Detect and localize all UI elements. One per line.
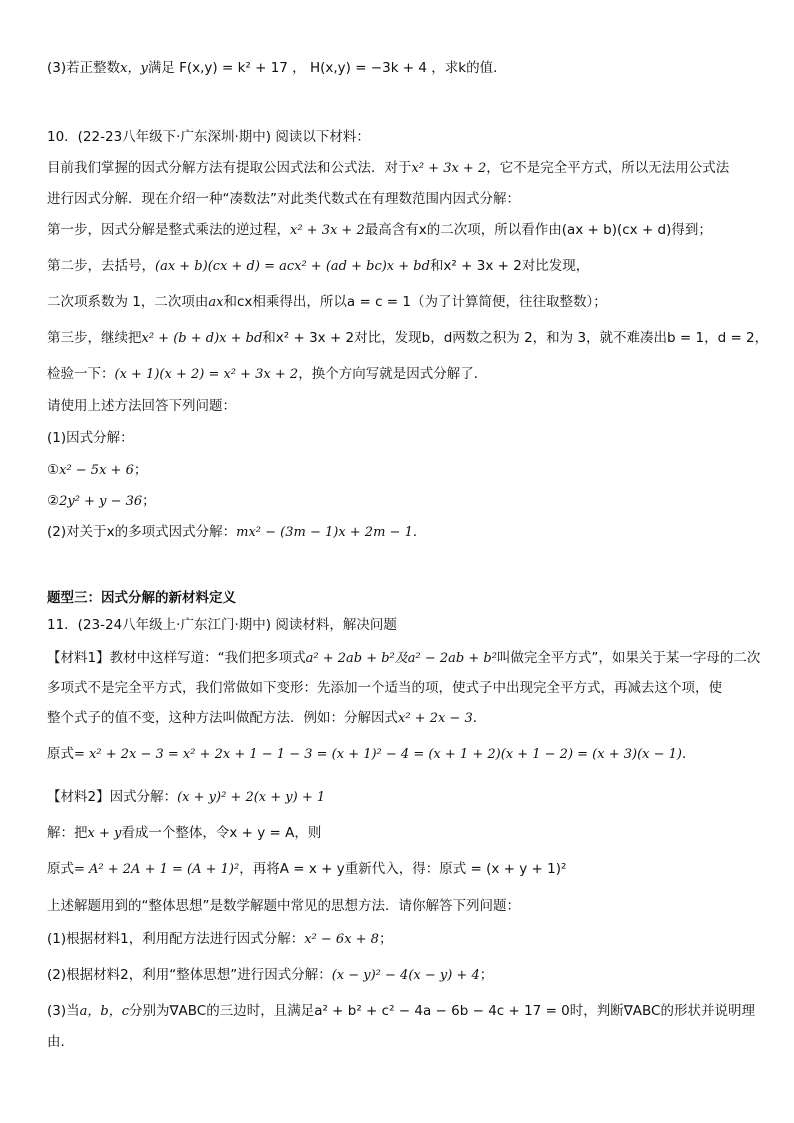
material-2-line: 【材料2】因式分解：(x + y)² + 2(x + y) + 1 [47,789,326,805]
question-part-3: (3)当a，b，c分别为∇ABC的三边时，且满足a² + b² + c² − 4a − 6b − 4c + 17 = 0时，判断∇ABC的形状并说明理 [47,1003,755,1019]
verification-line: 检验一下：(x + 1)(x + 2) = x² + 3x + 2，换个方向写就是因式分解了． [47,366,488,382]
question-part-2: (2)根据材料2，利用“整体思想”进行因式分解：(x − y)² − 4(x − y) + 4； [47,967,494,983]
instruction-line: 请使用上述方法回答下列问题： [47,398,236,414]
sub-question-1: ①x² − 5x + 6； [47,462,148,478]
question-part-2: (2)对关于x的多项式因式分解：mx² − (3m − 1)x + 2m − 1． [47,524,427,540]
question-9-part-3: (3)若正整数x，y满足 F(x,y) = k² + 17 ， H(x,y) = −3k + 4 ，求k的值． [47,60,507,76]
section-heading: 题型三：因式分解的新材料定义 [47,590,236,606]
paragraph-line: 目前我们掌握的因式分解方法有提取公因式法和公式法．对于x² + 3x + 2，它不是完全平方式，所以无法用公式法 [47,160,730,176]
worked-example-line: 原式= x² + 2x − 3 = x² + 2x + 1 − 1 − 3 = (x + 1)² − 4 = (x + 1 + 2)(x + 1 − 2) = (x + 3)(x − 1)． [47,746,696,762]
step-one-line: 第一步，因式分解是整式乘法的逆过程，x² + 3x + 2最高含有x的二次项，所以看作由(ax + b)(cx + d)得到； [47,222,712,238]
paragraph-line: 进行因式分解．现在介绍一种“凑数法”对此类代数式在有理数范围内因式分解： [47,191,520,207]
instruction-line: 上述解题用到的“整体思想”是数学解题中常见的思想方法．请你解答下列问题： [47,898,520,914]
step-three-line: 第三步，继续把x² + (b + d)x + bd和x² + 3x + 2对比，发现b，d两数之积为 2，和为 3，就不难凑出b = 1，d = 2， [47,330,769,346]
material-1-line: 【材料1】教材中这样写道：“我们把多项式a² + 2ab + b²及a² − 2ab + b²叫做完全平方式”，如果关于某一字母的二次 [47,650,761,666]
sub-question-2: ②2y² + y − 36； [47,493,156,509]
paragraph-line: 整个式子的值不变，这种方法叫做配方法．例如：分解因式x² + 2x − 3． [47,710,487,726]
question-10-heading: 10．(22-23八年级下·广东深圳·期中) 阅读以下材料： [47,129,370,145]
solution-line: 解：把x + y看成一个整体，令x + y = A，则 [47,825,322,841]
step-two-line: 第二步，去括号，(ax + b)(cx + d) = acx² + (ad + bc)x + bd和x² + 3x + 2对比发现， [47,258,590,274]
paragraph-line: 二次项系数为 1，二次项由ax和cx相乘得出，所以a = c = 1（为了计算简便，往往取整数）； [47,294,607,310]
paragraph-line: 多项式不是完全平方式，我们常做如下变形：先添加一个适当的项，使式子中出现完全平方式，再减去这个项，使 [47,680,722,696]
question-11-heading: 11．(23-24八年级上·广东江门·期中) 阅读材料，解决问题 [47,617,397,633]
question-part-1: (1)因式分解： [47,430,134,446]
paragraph-line: 由． [47,1034,74,1050]
question-part-1: (1)根据材料1，利用配方法进行因式分解：x² − 6x + 8； [47,931,393,947]
solution-line: 原式= A² + 2A + 1 = (A + 1)²，再将A = x + y重新代入，得：原式 = (x + y + 1)² [47,861,567,877]
